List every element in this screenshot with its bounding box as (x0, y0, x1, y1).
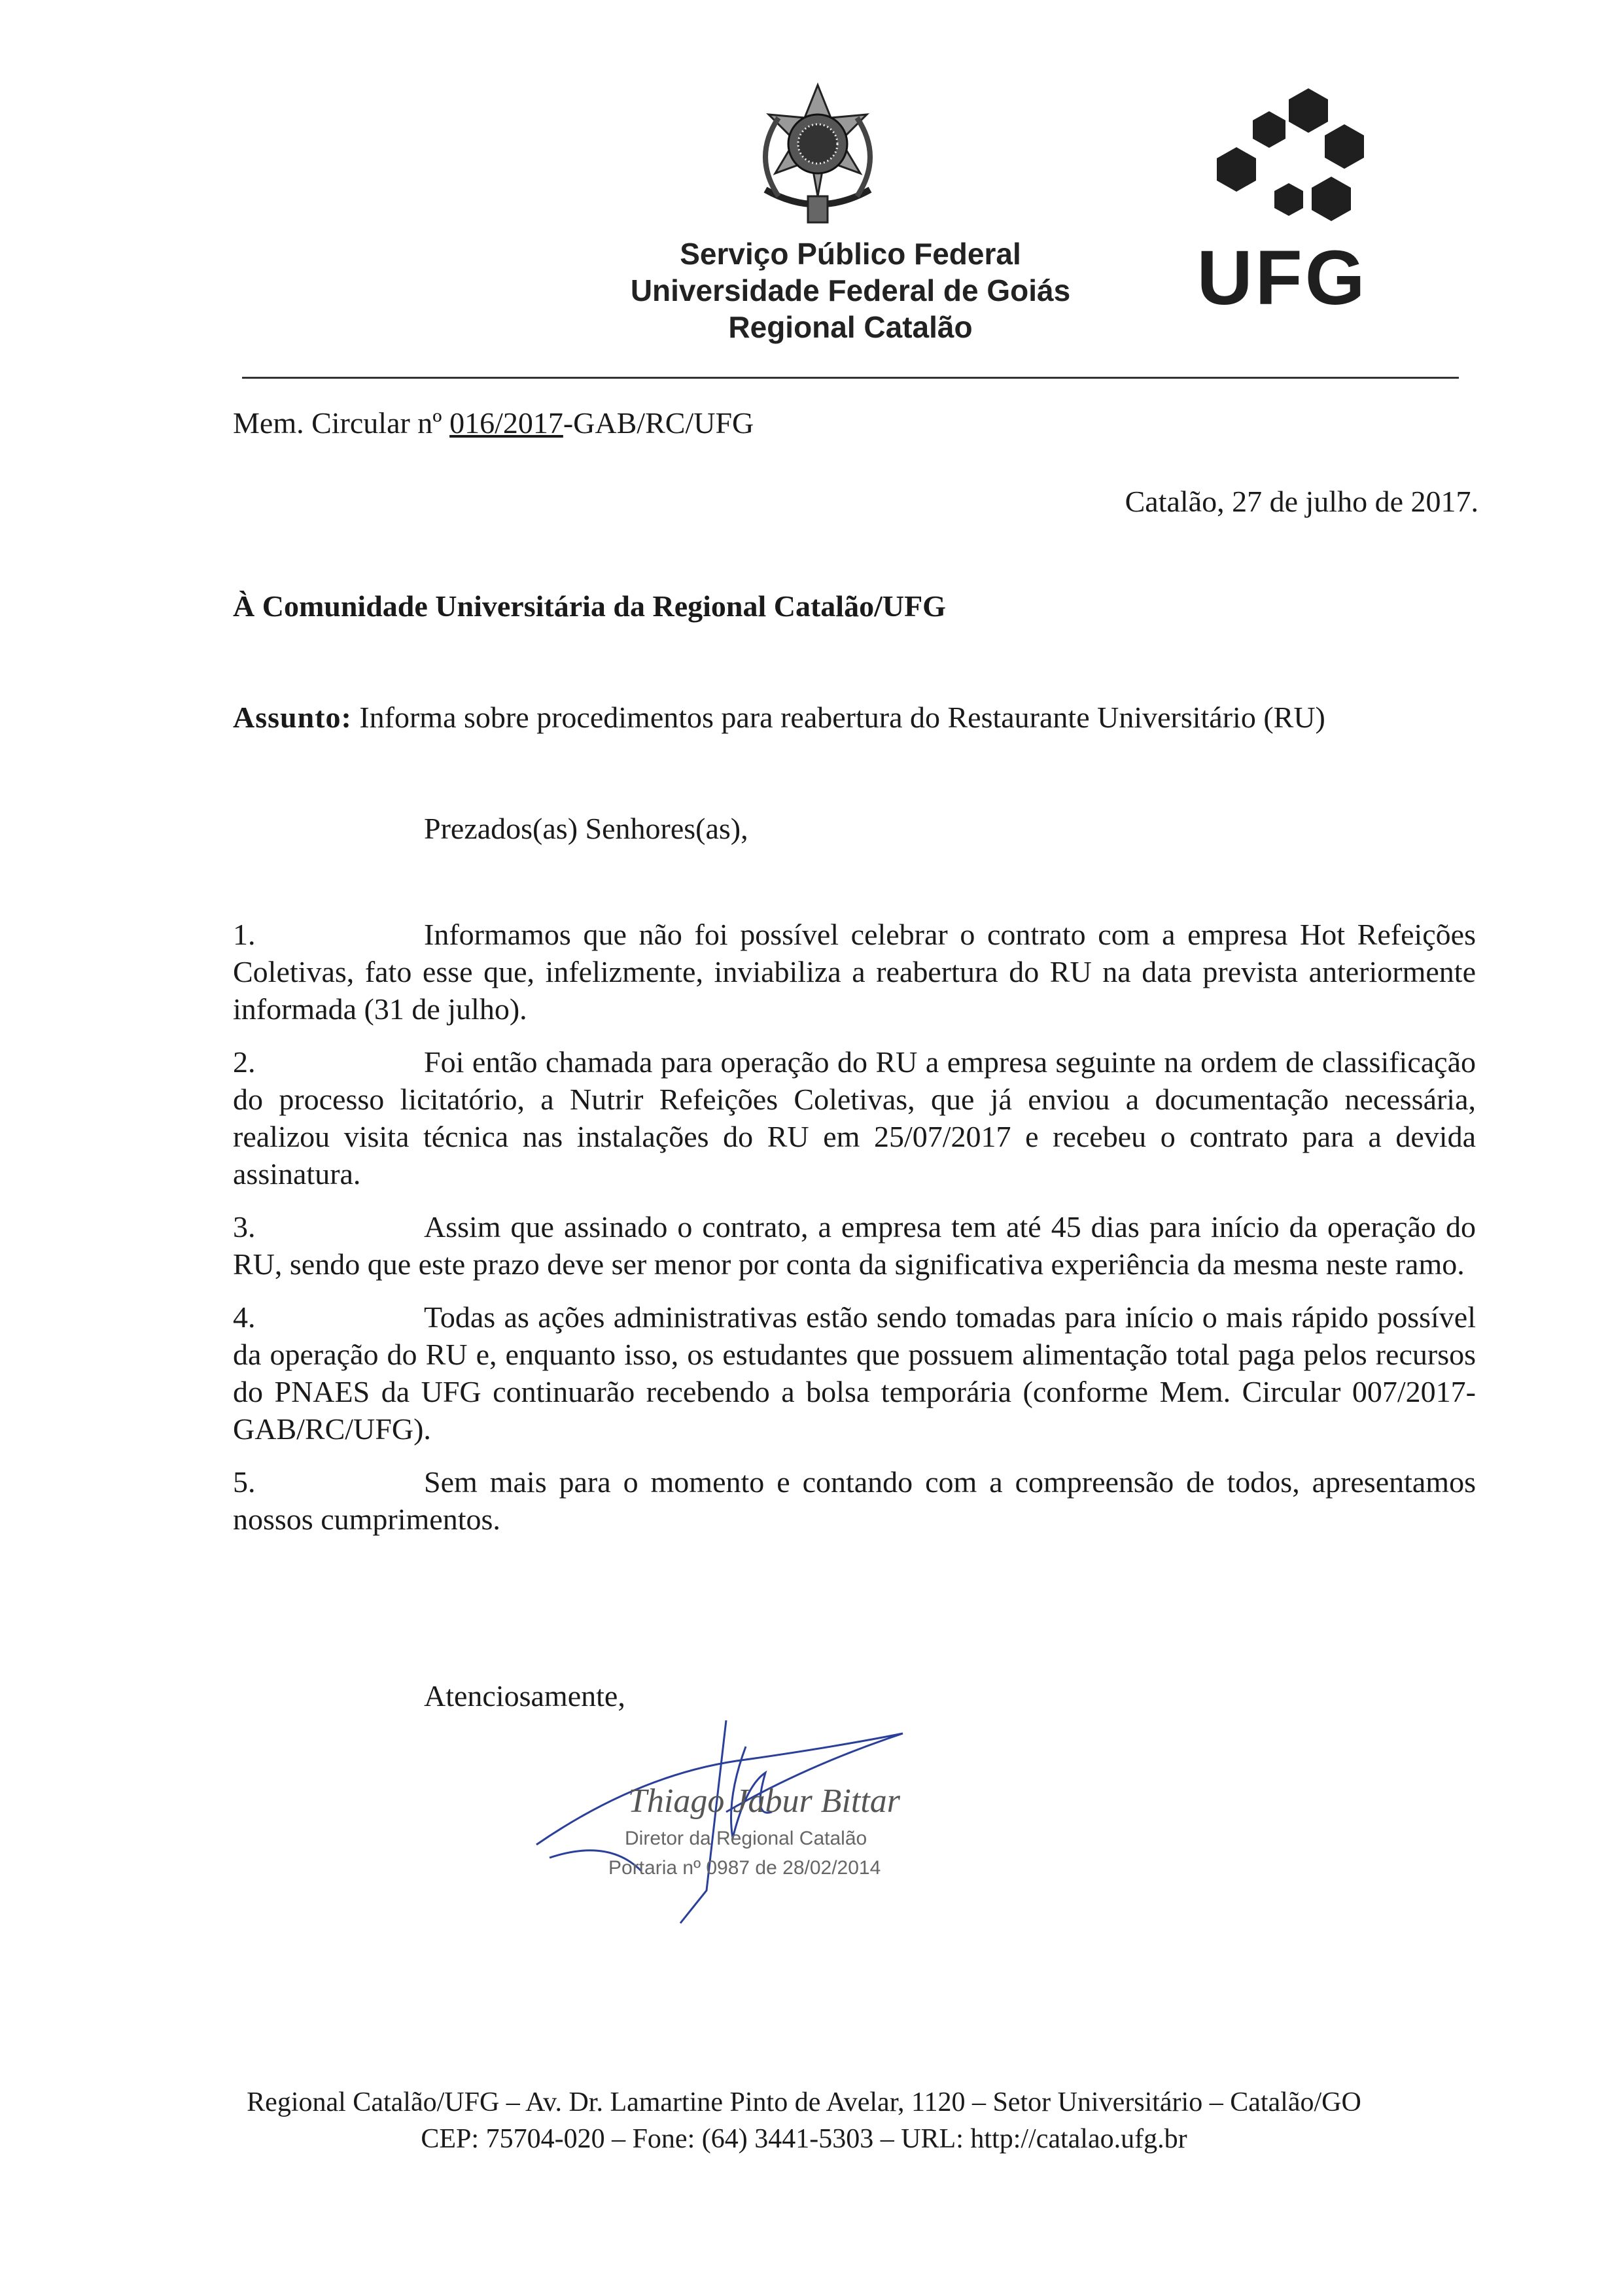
page-footer (196, 2084, 1412, 2157)
memo-number-value: 016/2017 (449, 406, 563, 440)
subject-line (233, 700, 1325, 735)
addressee: À Comunidade Universitária da Regional Catalão/UFG (233, 589, 946, 623)
paragraph-text: Informamos que não foi possível celebrar o contrato com a empresa Hot Refeições Coletivas, fato esse que, infelizmente, inviabiliza a reabertura do RU na data prevista anteriormente informada (31 de julho). (233, 918, 1476, 1026)
institution-header (523, 235, 1178, 345)
paragraph-number: 4. (233, 1300, 256, 1334)
paragraph (233, 916, 1476, 1028)
ufg-hexagon-logo-icon (1197, 85, 1380, 235)
ufg-logo-text: UFG (1197, 235, 1368, 321)
signature-ordinance: Portaria nº 0987 de 28/02/2014 (608, 1857, 881, 1879)
paragraph (233, 1043, 1476, 1192)
memo-suffix: -GAB/RC/UFG (563, 406, 754, 440)
memo-number (233, 406, 754, 440)
signature-title: Diretor da Regional Catalão (625, 1828, 867, 1849)
signature-stamp (510, 1707, 968, 1930)
paragraph-number: 2. (233, 1045, 256, 1079)
paragraph-text: Assim que assinado o contrato, a empresa tem até 45 dias para início da operação do RU, sendo que este prazo deve ser menor por conta da significativa experiência da mesma neste ramo. (233, 1210, 1476, 1281)
paragraph (233, 1463, 1476, 1538)
document-date: Catalão, 27 de julho de 2017. (1125, 485, 1478, 518)
header-line-service: Serviço Público Federal (680, 237, 1021, 271)
paragraph-text: Sem mais para o momento e contando com a compreensão de todos, apresentamos nossos cumprimentos. (233, 1465, 1476, 1536)
footer-contact: CEP: 75704-020 – Fone: (64) 3441-5303 – URL: http://catalao.ufg.br (421, 2124, 1187, 2154)
header-line-regional: Regional Catalão (728, 310, 973, 344)
paragraph-number: 1. (233, 918, 256, 951)
greeting: Prezados(as) Senhores(as), (424, 812, 748, 845)
subject-label: Assunto: (233, 701, 352, 734)
paragraph-text: Todas as ações administrativas estão sendo tomadas para início o mais rápido possível da operação do RU e, enquanto isso, os estudantes que possuem alimentação total paga pelos recursos do PNAES da UFG continuarão recebendo a bolsa temporária (conforme Mem. Circular 007/2017-GAB/RC/UFG). (233, 1300, 1476, 1446)
subject-text: Informa sobre procedimentos para reabertura do Restaurante Universitário (RU) (351, 701, 1325, 734)
closing: Atenciosamente, (424, 1679, 625, 1713)
paragraph (233, 1208, 1476, 1283)
paragraph (233, 1298, 1476, 1448)
memo-prefix: Mem. Circular nº (233, 406, 450, 440)
paragraph-text: Foi então chamada para operação do RU a empresa seguinte na ordem de classificação do processo licitatório, a Nutrir Refeições Coletivas, que já enviou a documentação necessária, realizou visita técnica nas instalações do RU em 25/07/2017 e recebeu o contrato para a devida assinatura. (233, 1045, 1476, 1191)
header-line-university: Universidade Federal de Goiás (630, 273, 1071, 307)
signature-name: Thiago Jabur Bittar (628, 1783, 901, 1820)
paragraph-number: 5. (233, 1465, 256, 1499)
footer-address: Regional Catalão/UFG – Av. Dr. Lamartine Pinto de Avelar, 1120 – Setor Universitário – Catalão/GO (247, 2087, 1361, 2117)
brazil-coat-of-arms-icon (739, 78, 896, 235)
paragraph-number: 3. (233, 1210, 256, 1244)
letter-body (233, 916, 1476, 1554)
header-divider (242, 377, 1459, 379)
